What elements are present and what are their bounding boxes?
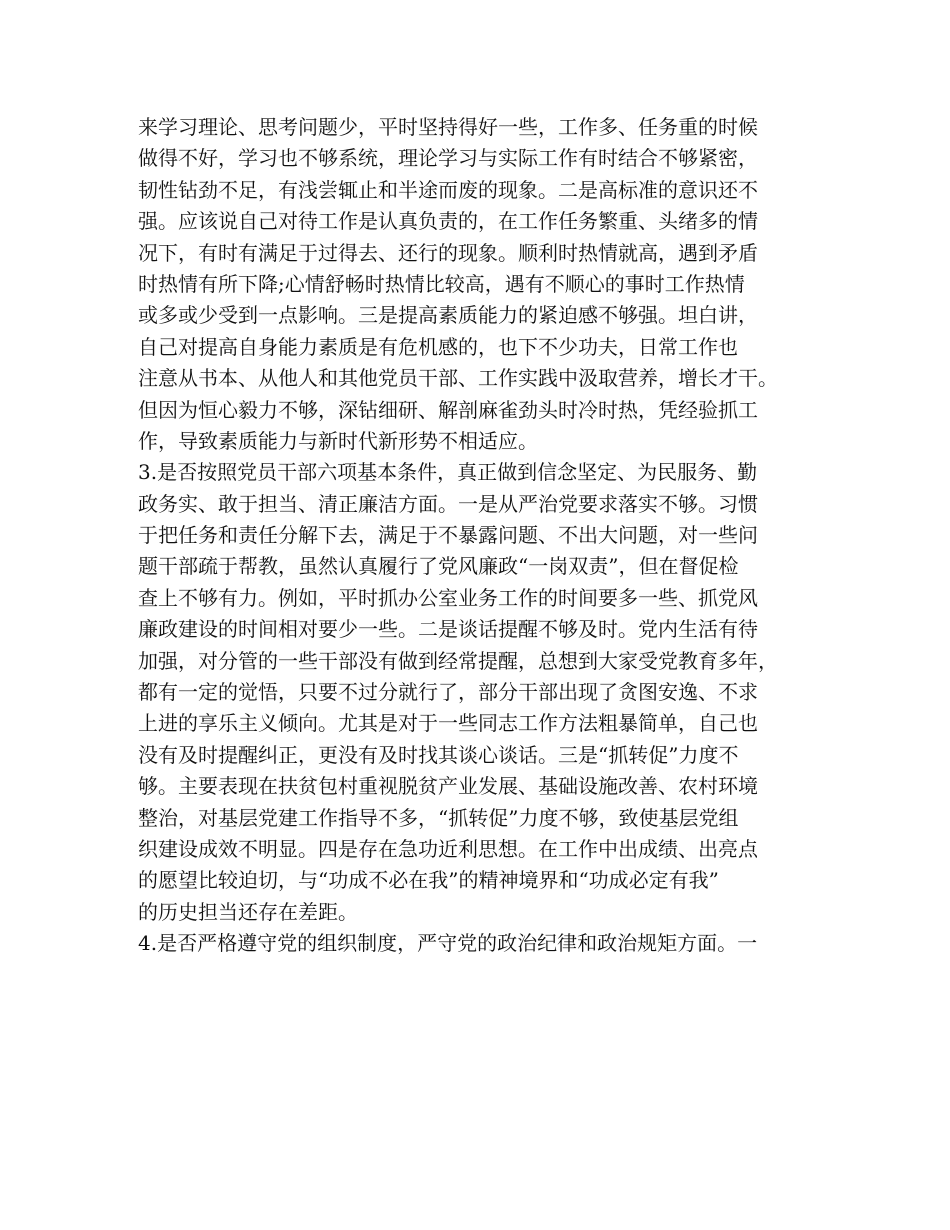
text-line: 都有一定的觉悟，只要不过分就行了，部分干部出现了贪图安逸、不求 <box>138 680 758 705</box>
text-line: 来学习理论、思考问题少，平时坚持得好一些，工作多、任务重的时候 <box>138 115 758 139</box>
text-line: 够。主要表现在扶贫包村重视脱贫产业发展、基础设施改善、农村环境 <box>138 774 758 799</box>
text-line: 于把任务和责任分解下去，满足于不暴露问题、不出大问题，对一些问 <box>138 523 758 548</box>
text-line: 3.是否按照党员干部六项基本条件，真正做到信念坚定、为民服务、勤 <box>138 460 758 485</box>
text-line: 没有及时提醒纠正，更没有及时找其谈心谈话。三是“抓转促”力度不 <box>138 742 739 767</box>
text-line: 整治，对基层党建工作指导不多，“抓转促”力度不够，致使基层党组 <box>138 805 739 830</box>
text-line: 上进的享乐主义倾向。尤其是对于一些同志工作方法粗暴简单，自己也 <box>138 711 758 736</box>
text-line: 做得不好，学习也不够系统，理论学习与实际工作有时结合不够紧密， <box>138 146 758 171</box>
text-line: 况下，有时有满足于过得去、还行的现象。顺利时热情就高，遇到矛盾 <box>138 240 758 265</box>
text-line: 但因为恒心毅力不够，深钻细研、解剖麻雀劲头时冷时热，凭经验抓工 <box>138 397 758 422</box>
text-line: 自己对提高自身能力素质是有危机感的，也下不少功夫，日常工作也 <box>138 334 738 359</box>
text-line: 题干部疏于帮教，虽然认真履行了党风廉政“一岗双责”，但在督促检 <box>138 554 739 579</box>
text-line: 织建设成效不明显。四是存在急功近利思想。在工作中出成绩、出亮点 <box>138 836 758 861</box>
text-line: 查上不够有力。例如，平时抓办公室业务工作的时间要多一些、抓党风 <box>138 585 758 610</box>
text-line: 作，导致素质能力与新时代新形势不相适应。 <box>138 428 538 453</box>
text-line: 韧性钻劲不足，有浅尝辄止和半途而废的现象。二是高标准的意识还不 <box>138 177 758 202</box>
text-line: 的愿望比较迫切，与“功成不必在我”的精神境界和“功成必定有我” <box>138 868 719 893</box>
text-line: 注意从书本、从他人和其他党员干部、工作实践中汲取营养，增长才干。 <box>138 366 778 391</box>
text-line: 廉政建设的时间相对要少一些。二是谈话提醒不够及时。党内生活有待 <box>138 617 758 642</box>
text-line: 时热情有所下降;心情舒畅时热情比较高，遇有不顺心的事时工作热情 <box>138 271 745 296</box>
text-line: 加强，对分管的一些干部没有做到经常提醒，总想到大家受党教育多年， <box>138 648 778 673</box>
body-text <box>138 112 838 960</box>
text-line: 4.是否严格遵守党的组织制度，严守党的政治纪律和政治规矩方面。一 <box>138 931 758 956</box>
text-line: 强。应该说自己对待工作是认真负责的，在工作任务繁重、头绪多的情 <box>138 209 758 234</box>
text-line: 或多或少受到一点影响。三是提高素质能力的紧迫感不够强。坦白讲， <box>138 303 758 328</box>
text-line: 政务实、敢于担当、清正廉洁方面。一是从严治党要求落实不够。习惯 <box>138 491 758 516</box>
text-line: 的历史担当还存在差距。 <box>138 899 358 924</box>
